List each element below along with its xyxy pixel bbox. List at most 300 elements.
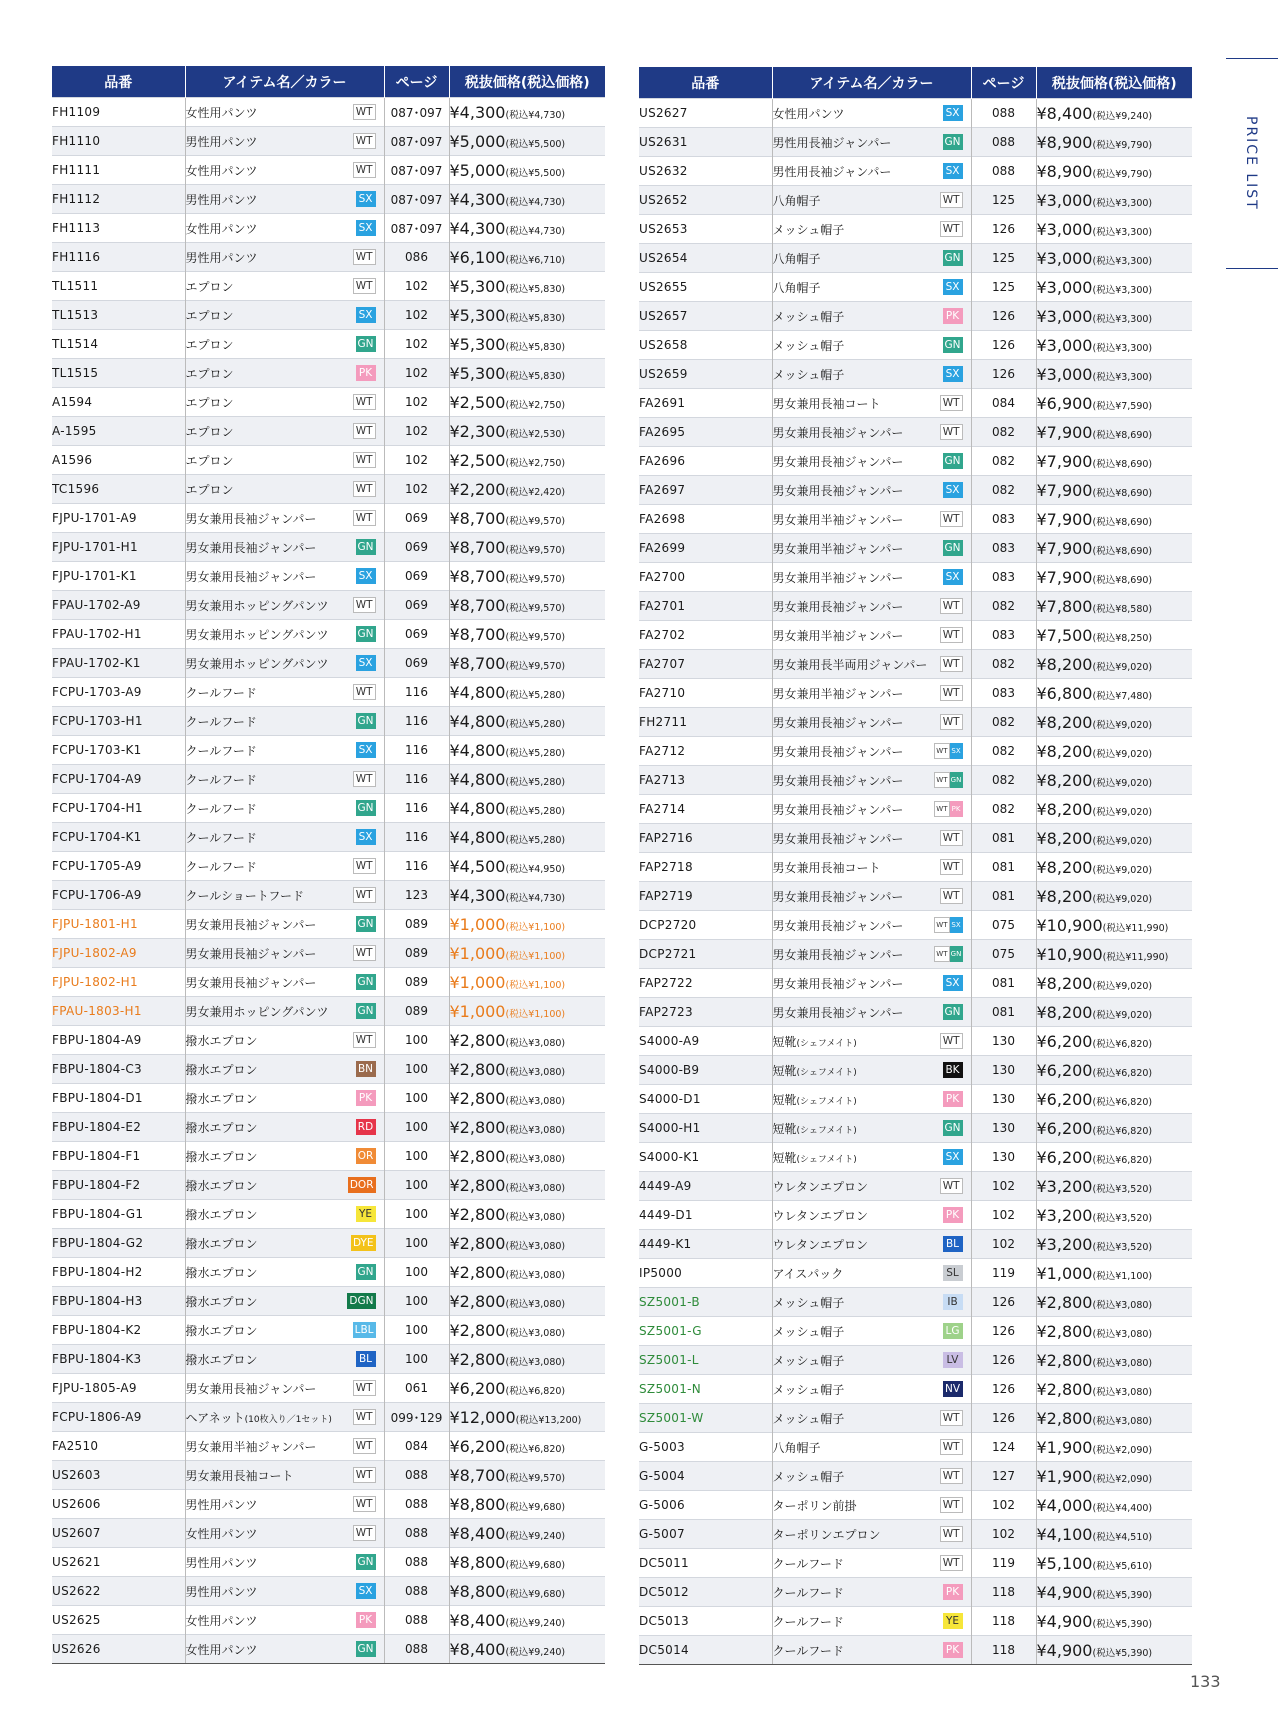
item-cell bbox=[185, 1084, 384, 1113]
price-incl-tax: (税込¥3,300) bbox=[1092, 197, 1153, 209]
color-badges bbox=[943, 1584, 963, 1600]
color-badges bbox=[353, 510, 376, 526]
color-badge: WT bbox=[353, 278, 376, 294]
price-excl-tax: ¥1,000 bbox=[449, 914, 506, 934]
item-name: 男女兼用長袖ジャンパー bbox=[772, 976, 904, 991]
item-cell bbox=[185, 939, 384, 968]
color-badges bbox=[934, 772, 962, 788]
color-badges bbox=[351, 1235, 376, 1251]
color-badge: WT bbox=[353, 1380, 376, 1396]
product-code: FH1113 bbox=[52, 214, 185, 243]
table-row bbox=[52, 1142, 605, 1171]
price-excl-tax: ¥4,100 bbox=[1036, 1524, 1093, 1544]
price-cell bbox=[449, 1316, 605, 1345]
product-code: DC5011 bbox=[639, 1549, 772, 1578]
item-name: 男女兼用長袖ジャンパー bbox=[772, 454, 904, 469]
catalog-page: 069 bbox=[384, 591, 449, 620]
table-row bbox=[52, 359, 605, 388]
product-code: FA2712 bbox=[639, 737, 772, 766]
price-excl-tax: ¥8,900 bbox=[1036, 132, 1093, 152]
price-cell bbox=[1036, 331, 1192, 360]
item-name-note: (シェフメイト) bbox=[796, 1067, 857, 1078]
item-cell bbox=[772, 911, 971, 940]
catalog-page: 118 bbox=[971, 1636, 1036, 1665]
price-excl-tax: ¥4,000 bbox=[1036, 1495, 1093, 1515]
catalog-page: 102 bbox=[971, 1520, 1036, 1549]
price-incl-tax: (税込¥4,730) bbox=[505, 225, 566, 237]
table-row bbox=[639, 1346, 1192, 1375]
table-row bbox=[639, 1520, 1192, 1549]
price-cell bbox=[449, 1084, 605, 1113]
price-incl-tax: (税込¥2,750) bbox=[505, 457, 566, 469]
item-cell bbox=[185, 417, 384, 446]
table-row bbox=[639, 1288, 1192, 1317]
price-cell bbox=[1036, 795, 1192, 824]
price-excl-tax: ¥7,900 bbox=[1036, 509, 1093, 529]
color-badge: OR bbox=[356, 1148, 376, 1164]
price-cell bbox=[449, 852, 605, 881]
table-row bbox=[52, 794, 605, 823]
price-incl-tax: (税込¥9,020) bbox=[1092, 777, 1153, 789]
table-row bbox=[639, 824, 1192, 853]
price-incl-tax: (税込¥3,080) bbox=[505, 1066, 566, 1078]
table-row bbox=[639, 592, 1192, 621]
item-name: 男女兼用長袖ジャンパー bbox=[185, 975, 317, 990]
color-badges bbox=[943, 1149, 963, 1165]
item-cell bbox=[772, 708, 971, 737]
item-name: 男女兼用長袖ジャンパー bbox=[772, 1005, 904, 1020]
catalog-page: 083 bbox=[971, 621, 1036, 650]
product-code: FJPU-1802-A9 bbox=[52, 939, 185, 968]
color-badge: WT bbox=[353, 1467, 376, 1483]
product-code: US2655 bbox=[639, 273, 772, 302]
product-code: FJPU-1801-H1 bbox=[52, 910, 185, 939]
price-incl-tax: (税込¥9,680) bbox=[505, 1501, 566, 1513]
color-badges bbox=[943, 482, 963, 498]
price-cell bbox=[1036, 1143, 1192, 1172]
color-badge: GN bbox=[357, 541, 374, 553]
item-cell bbox=[772, 1346, 971, 1375]
price-incl-tax: (税込¥5,280) bbox=[505, 776, 566, 788]
table-row bbox=[639, 99, 1192, 128]
color-badges bbox=[353, 249, 376, 265]
price-excl-tax: ¥8,400 bbox=[449, 1610, 506, 1630]
catalog-page: 086 bbox=[384, 243, 449, 272]
table-row bbox=[52, 620, 605, 649]
product-code: FH1112 bbox=[52, 185, 185, 214]
price-incl-tax: (税込¥4,730) bbox=[505, 892, 566, 904]
price-incl-tax: (税込¥8,690) bbox=[1092, 458, 1153, 470]
price-excl-tax: ¥4,300 bbox=[449, 885, 506, 905]
catalog-page: 088 bbox=[384, 1606, 449, 1635]
price-cell bbox=[449, 736, 605, 765]
color-badge: WT bbox=[353, 423, 376, 439]
header-item: アイテム名／カラー bbox=[185, 66, 384, 98]
catalog-page: 082 bbox=[971, 708, 1036, 737]
item-name: 男女兼用長袖ジャンパー bbox=[772, 773, 904, 788]
item-name: 女性用パンツ bbox=[185, 1642, 258, 1657]
table-header-row bbox=[639, 67, 1192, 99]
color-badges bbox=[940, 1497, 963, 1513]
product-code: 4449-A9 bbox=[639, 1172, 772, 1201]
item-name: 撥水エプロン bbox=[185, 1265, 258, 1280]
item-cell bbox=[185, 1432, 384, 1461]
color-badges bbox=[356, 1583, 376, 1599]
price-excl-tax: ¥1,000 bbox=[449, 972, 506, 992]
catalog-page: 100 bbox=[384, 1200, 449, 1229]
price-incl-tax: (税込¥4,950) bbox=[505, 863, 566, 875]
catalog-page: 102 bbox=[971, 1491, 1036, 1520]
color-badge: LBL bbox=[354, 1324, 374, 1336]
color-badge: SX bbox=[356, 568, 376, 584]
price-excl-tax: ¥2,800 bbox=[449, 1233, 506, 1253]
table-row bbox=[52, 388, 605, 417]
item-cell bbox=[772, 853, 971, 882]
product-code: FBPU-1804-G2 bbox=[52, 1229, 185, 1258]
catalog-page: 125 bbox=[971, 244, 1036, 273]
catalog-page: 126 bbox=[971, 1288, 1036, 1317]
table-row bbox=[639, 621, 1192, 650]
price-excl-tax: ¥6,100 bbox=[449, 247, 506, 267]
product-code: SZ5001-N bbox=[639, 1375, 772, 1404]
color-badges bbox=[943, 1062, 963, 1078]
color-badges bbox=[356, 1612, 376, 1628]
item-name: クールフード bbox=[185, 685, 257, 700]
item-name: 撥水エプロン bbox=[185, 1207, 258, 1222]
price-excl-tax: ¥3,000 bbox=[1036, 190, 1093, 210]
price-excl-tax: ¥7,800 bbox=[1036, 596, 1093, 616]
price-cell bbox=[449, 214, 605, 243]
price-excl-tax: ¥4,800 bbox=[449, 740, 506, 760]
table-row bbox=[52, 243, 605, 272]
price-incl-tax: (税込¥9,240) bbox=[505, 1530, 566, 1542]
product-code: US2652 bbox=[639, 186, 772, 215]
price-excl-tax: ¥8,400 bbox=[449, 1639, 506, 1659]
color-badge: WT bbox=[934, 772, 949, 788]
item-cell bbox=[185, 620, 384, 649]
item-name: 撥水エプロン bbox=[185, 1033, 258, 1048]
table-row bbox=[639, 447, 1192, 476]
price-excl-tax: ¥8,200 bbox=[1036, 712, 1093, 732]
color-badge: SX bbox=[950, 743, 963, 759]
catalog-page: 082 bbox=[971, 795, 1036, 824]
header-page: ページ bbox=[971, 67, 1036, 99]
color-badge: WT bbox=[940, 714, 963, 730]
table-row bbox=[639, 1549, 1192, 1578]
item-name: 女性用パンツ bbox=[185, 163, 258, 178]
product-code: US2653 bbox=[639, 215, 772, 244]
product-code: FA2702 bbox=[639, 621, 772, 650]
table-row bbox=[52, 156, 605, 185]
price-incl-tax: (税込¥4,730) bbox=[505, 196, 566, 208]
item-cell bbox=[185, 1229, 384, 1258]
product-code: US2631 bbox=[639, 128, 772, 157]
color-badge: GN bbox=[357, 715, 374, 727]
color-badge: GN bbox=[944, 252, 961, 264]
catalog-page: 126 bbox=[971, 1404, 1036, 1433]
catalog-page: 088 bbox=[384, 1635, 449, 1664]
price-incl-tax: (税込¥6,820) bbox=[1092, 1067, 1153, 1079]
price-excl-tax: ¥2,200 bbox=[449, 479, 506, 499]
catalog-page: 081 bbox=[971, 853, 1036, 882]
table-row bbox=[639, 389, 1192, 418]
color-badge: WT bbox=[353, 162, 376, 178]
item-cell bbox=[185, 678, 384, 707]
price-incl-tax: (税込¥3,300) bbox=[1092, 313, 1153, 325]
color-badges bbox=[356, 655, 376, 671]
product-code: S4000-D1 bbox=[639, 1085, 772, 1114]
price-excl-tax: ¥8,700 bbox=[449, 595, 506, 615]
product-code: FH2711 bbox=[639, 708, 772, 737]
table-row bbox=[639, 1578, 1192, 1607]
price-incl-tax: (税込¥9,570) bbox=[505, 573, 566, 585]
color-badge: WT bbox=[940, 1555, 963, 1571]
color-badge: WT bbox=[353, 481, 376, 497]
price-cell bbox=[1036, 157, 1192, 186]
color-badge: BN bbox=[356, 1061, 376, 1077]
color-badge: SX bbox=[356, 829, 376, 845]
catalog-page: 130 bbox=[971, 1114, 1036, 1143]
price-cell bbox=[1036, 1114, 1192, 1143]
color-badge: GN bbox=[944, 1006, 961, 1018]
item-cell bbox=[185, 330, 384, 359]
item-name: 八角帽子 bbox=[772, 193, 821, 208]
item-name: ターポリンエプロン bbox=[772, 1527, 881, 1542]
item-cell bbox=[772, 389, 971, 418]
price-cell bbox=[449, 388, 605, 417]
price-excl-tax: ¥2,800 bbox=[449, 1030, 506, 1050]
item-cell bbox=[772, 1404, 971, 1433]
color-badge: GN bbox=[944, 1122, 961, 1134]
product-code: FCPU-1705-A9 bbox=[52, 852, 185, 881]
price-cell bbox=[1036, 534, 1192, 563]
item-name: クールフード bbox=[185, 830, 257, 845]
color-badge: WT bbox=[940, 685, 963, 701]
color-badges bbox=[940, 888, 963, 904]
item-cell bbox=[772, 99, 971, 128]
table-row bbox=[52, 1055, 605, 1084]
color-badge: RD bbox=[356, 1119, 376, 1135]
table-row bbox=[52, 1171, 605, 1200]
price-incl-tax: (税込¥7,480) bbox=[1092, 690, 1153, 702]
catalog-page: 087･097 bbox=[384, 185, 449, 214]
item-name: 女性用パンツ bbox=[185, 1613, 258, 1628]
color-badge: GN bbox=[357, 976, 374, 988]
color-badge: SX bbox=[943, 366, 963, 382]
price-incl-tax: (税込¥1,100) bbox=[505, 979, 566, 991]
item-name: クールフード bbox=[185, 859, 257, 874]
color-badges bbox=[353, 278, 376, 294]
color-badges bbox=[940, 1178, 963, 1194]
catalog-page: 130 bbox=[971, 1056, 1036, 1085]
color-badges bbox=[943, 105, 963, 121]
color-badges bbox=[940, 424, 963, 440]
item-cell bbox=[185, 1055, 384, 1084]
table-row bbox=[639, 505, 1192, 534]
price-cell bbox=[1036, 708, 1192, 737]
color-badge: WT bbox=[934, 743, 949, 759]
color-badges bbox=[943, 1642, 963, 1658]
catalog-page: 119 bbox=[971, 1549, 1036, 1578]
price-incl-tax: (税込¥4,510) bbox=[1092, 1531, 1153, 1543]
price-cell bbox=[1036, 766, 1192, 795]
color-badge: WT bbox=[940, 1033, 963, 1049]
price-cell bbox=[449, 1258, 605, 1287]
color-badges bbox=[940, 656, 963, 672]
price-cell bbox=[1036, 1259, 1192, 1288]
color-badges bbox=[940, 1410, 963, 1426]
table-row bbox=[52, 823, 605, 852]
product-code: FH1116 bbox=[52, 243, 185, 272]
price-incl-tax: (税込¥5,280) bbox=[505, 718, 566, 730]
catalog-page: 083 bbox=[971, 563, 1036, 592]
item-cell bbox=[185, 475, 384, 504]
item-cell bbox=[185, 910, 384, 939]
color-badges bbox=[940, 627, 963, 643]
item-name: ウレタンエプロン bbox=[772, 1208, 869, 1223]
price-cell bbox=[449, 1519, 605, 1548]
color-badge: NV bbox=[943, 1381, 963, 1397]
item-cell bbox=[772, 1491, 971, 1520]
color-badges bbox=[940, 685, 963, 701]
item-name: 男女兼用長袖ジャンパー bbox=[772, 947, 904, 962]
price-incl-tax: (税込¥6,710) bbox=[505, 254, 566, 266]
product-code: FCPU-1806-A9 bbox=[52, 1403, 185, 1432]
color-badges bbox=[356, 1148, 376, 1164]
price-cell bbox=[449, 504, 605, 533]
product-code: FAP2716 bbox=[639, 824, 772, 853]
product-code: S4000-H1 bbox=[639, 1114, 772, 1143]
color-badges bbox=[943, 279, 963, 295]
item-name: 男性用パンツ bbox=[185, 192, 258, 207]
price-incl-tax: (税込¥3,080) bbox=[1092, 1299, 1153, 1311]
table-row bbox=[639, 1404, 1192, 1433]
color-badge: GN bbox=[357, 1556, 374, 1568]
table-row bbox=[639, 882, 1192, 911]
color-badges bbox=[356, 742, 376, 758]
table-row bbox=[52, 417, 605, 446]
item-name: メッシュ帽子 bbox=[772, 1411, 845, 1426]
item-cell bbox=[185, 272, 384, 301]
item-name: エプロン bbox=[185, 395, 234, 410]
item-cell bbox=[185, 1461, 384, 1490]
catalog-page: 130 bbox=[971, 1085, 1036, 1114]
catalog-page: 126 bbox=[971, 215, 1036, 244]
price-incl-tax: (税込¥5,280) bbox=[505, 805, 566, 817]
price-cell bbox=[1036, 679, 1192, 708]
product-code: SZ5001-W bbox=[639, 1404, 772, 1433]
color-badge: PK bbox=[943, 1584, 963, 1600]
product-code: TL1511 bbox=[52, 272, 185, 301]
color-badge: GN bbox=[944, 542, 961, 554]
color-badges bbox=[353, 945, 376, 961]
price-cell bbox=[1036, 1346, 1192, 1375]
price-incl-tax: (税込¥9,680) bbox=[505, 1588, 566, 1600]
price-excl-tax: ¥8,900 bbox=[1036, 161, 1093, 181]
color-badge: WT bbox=[940, 1497, 963, 1513]
catalog-page: 116 bbox=[384, 823, 449, 852]
color-badge: SX bbox=[943, 279, 963, 295]
price-incl-tax: (税込¥9,570) bbox=[505, 515, 566, 527]
price-excl-tax: ¥7,900 bbox=[1036, 422, 1093, 442]
price-cell bbox=[449, 301, 605, 330]
catalog-page: 102 bbox=[384, 359, 449, 388]
item-name: メッシュ帽子 bbox=[772, 1353, 845, 1368]
table-row bbox=[52, 1316, 605, 1345]
catalog-page: 082 bbox=[971, 650, 1036, 679]
item-name: 撥水エプロン bbox=[185, 1178, 258, 1193]
price-cell bbox=[1036, 1201, 1192, 1230]
price-cell bbox=[449, 127, 605, 156]
price-incl-tax: (税込¥3,080) bbox=[1092, 1386, 1153, 1398]
color-badges bbox=[940, 1439, 963, 1455]
color-badge: IB bbox=[943, 1294, 963, 1310]
product-code: FA2707 bbox=[639, 650, 772, 679]
product-code: FBPU-1804-G1 bbox=[52, 1200, 185, 1229]
product-code: TL1513 bbox=[52, 301, 185, 330]
price-incl-tax: (税込¥9,570) bbox=[505, 631, 566, 643]
item-cell bbox=[185, 562, 384, 591]
item-cell bbox=[185, 1548, 384, 1577]
table-row bbox=[639, 1201, 1192, 1230]
table-row bbox=[52, 910, 605, 939]
item-name: メッシュ帽子 bbox=[772, 1324, 845, 1339]
item-cell bbox=[185, 1026, 384, 1055]
price-excl-tax: ¥2,800 bbox=[449, 1291, 506, 1311]
price-incl-tax: (税込¥9,570) bbox=[505, 1472, 566, 1484]
color-badges bbox=[356, 626, 376, 642]
color-badges bbox=[940, 1468, 963, 1484]
item-name: 撥水エプロン bbox=[185, 1091, 258, 1106]
table-row bbox=[639, 215, 1192, 244]
color-badges bbox=[940, 714, 963, 730]
color-badges bbox=[353, 423, 376, 439]
price-excl-tax: ¥7,500 bbox=[1036, 625, 1093, 645]
item-name: 男女兼用半袖ジャンパー bbox=[185, 1439, 317, 1454]
product-code: G-5003 bbox=[639, 1433, 772, 1462]
table-row bbox=[52, 1519, 605, 1548]
table-row bbox=[52, 1432, 605, 1461]
item-name: 男性用パンツ bbox=[185, 250, 258, 265]
price-cell bbox=[449, 1403, 605, 1432]
catalog-page: 125 bbox=[971, 186, 1036, 215]
price-cell bbox=[1036, 940, 1192, 969]
color-badge: WT bbox=[940, 1468, 963, 1484]
product-code: US2627 bbox=[639, 99, 772, 128]
item-cell bbox=[185, 649, 384, 678]
color-badge: WT bbox=[353, 771, 376, 787]
item-cell bbox=[185, 1374, 384, 1403]
catalog-page: 123 bbox=[384, 881, 449, 910]
price-cell bbox=[1036, 99, 1192, 128]
item-cell bbox=[185, 997, 384, 1026]
item-name-note: (10枚入り／1セット) bbox=[244, 1414, 332, 1425]
price-excl-tax: ¥8,800 bbox=[449, 1494, 506, 1514]
item-cell bbox=[772, 1085, 971, 1114]
product-code: FBPU-1804-C3 bbox=[52, 1055, 185, 1084]
item-name: エプロン bbox=[185, 279, 234, 294]
price-incl-tax: (税込¥2,750) bbox=[505, 399, 566, 411]
catalog-page: 075 bbox=[971, 940, 1036, 969]
price-excl-tax: ¥3,000 bbox=[1036, 306, 1093, 326]
price-cell bbox=[449, 794, 605, 823]
table-row bbox=[52, 968, 605, 997]
price-excl-tax: ¥7,900 bbox=[1036, 451, 1093, 471]
table-row bbox=[52, 1548, 605, 1577]
color-badge: BL bbox=[356, 1351, 376, 1367]
color-badges bbox=[347, 1293, 375, 1309]
item-name: エプロン bbox=[185, 337, 234, 352]
